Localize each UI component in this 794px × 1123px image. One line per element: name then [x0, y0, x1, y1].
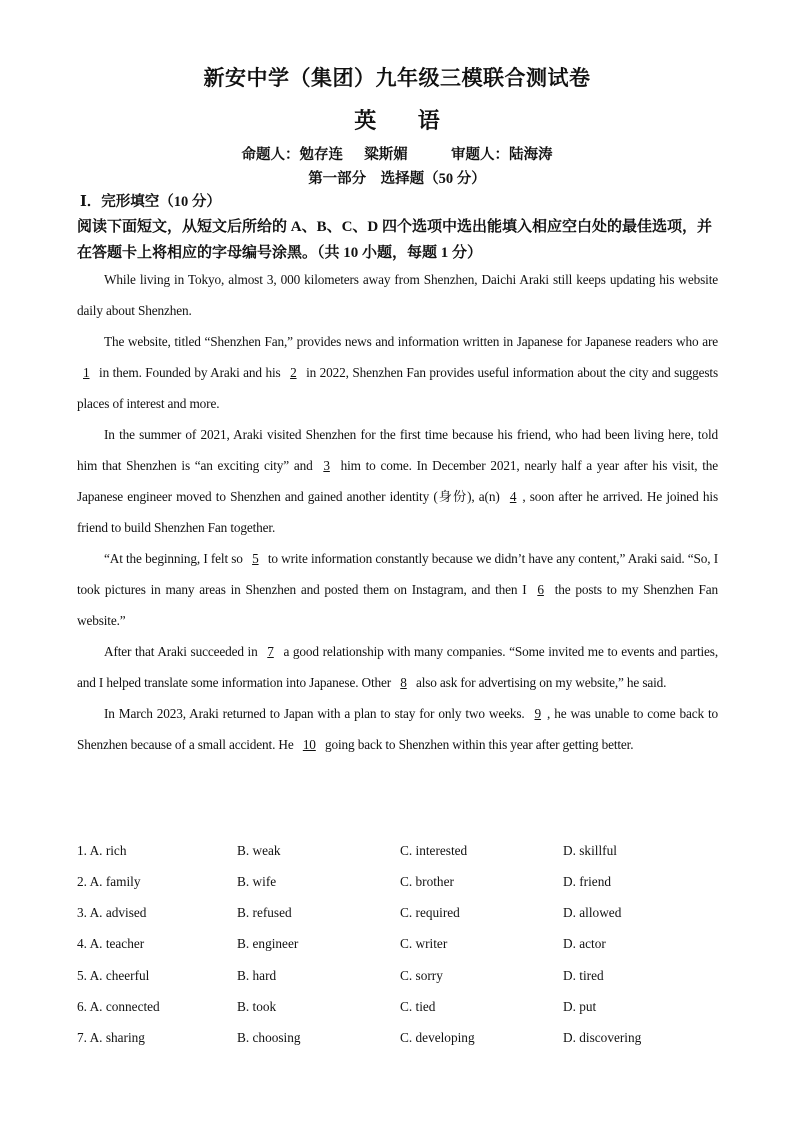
blank-7: 7: [267, 644, 274, 659]
paragraph-3: [77, 419, 718, 543]
option-b: B. engineer: [237, 936, 299, 951]
option-b: B. wife: [237, 874, 277, 889]
option-a: 1. A. rich: [77, 843, 127, 858]
option-a: 6. A. connected: [77, 999, 160, 1014]
option-row: [77, 874, 737, 894]
subject-title: 英 语: [354, 108, 458, 133]
section-heading: Ⅰ．完形填空（10 分）: [80, 194, 221, 210]
p2-text-b: in them. Founded by Araki and his: [95, 365, 285, 380]
option-d: D. put: [563, 999, 597, 1014]
option-d: D. discovering: [563, 1030, 642, 1045]
blank-5: 5: [252, 551, 259, 566]
p3-text-a: In the summer of 2021, Araki visited Shenzhen for the first time because his friend, who had been living here, told him that Shenzhen is “an exciting city” and: [77, 427, 718, 473]
blank-8: 8: [400, 675, 407, 690]
option-c: C. writer: [400, 936, 448, 951]
option-c: C. sorry: [400, 968, 443, 983]
option-d: D. allowed: [563, 905, 622, 920]
p3-text-b: him to come. In December 2021, nearly half a year after his visit, the Japanese engineer moved to Shenzhen and gained another identity (身份), a(n): [77, 458, 718, 504]
paragraph-1: [77, 264, 718, 326]
blank-4: 4: [509, 489, 517, 504]
p2-text-c: in 2022, Shenzhen Fan provides useful information about the city and suggests places of interest and more.: [77, 365, 718, 411]
option-d: D. friend: [563, 874, 611, 889]
option-row: [77, 999, 737, 1019]
option-row: [77, 905, 737, 925]
option-d: D. tired: [563, 968, 604, 983]
blank-1: 1: [83, 365, 90, 380]
option-c: C. brother: [400, 874, 454, 889]
p3-text-c: , soon after he arrived. He joined his friend to build Shenzhen Fan together.: [77, 489, 718, 535]
p2-text-a: The website, titled “Shenzhen Fan,” provides news and information written in Japanese for Japanese readers who are: [104, 334, 718, 349]
passage: [77, 264, 718, 760]
part-heading: 第一部分 选择题（50 分）: [308, 171, 486, 187]
p5-text-c: also ask for advertising on my website,” he said.: [412, 675, 667, 690]
exam-title: 新安中学（集团）九年级三模联合测试卷: [203, 66, 591, 90]
option-a: 4. A. teacher: [77, 936, 145, 951]
option-b: B. choosing: [237, 1030, 301, 1045]
p5-text-a: After that Araki succeeded in: [104, 644, 262, 659]
option-row: [77, 936, 737, 956]
paragraph-2: [77, 326, 718, 419]
p6-text-c: going back to Shenzhen within this year after getting better.: [321, 737, 634, 752]
blank-10: 10: [302, 737, 316, 752]
paragraph-6: [77, 698, 718, 760]
option-row: [77, 968, 737, 988]
option-c: C. tied: [400, 999, 436, 1014]
option-c: C. developing: [400, 1030, 475, 1045]
paragraph-4: [77, 543, 718, 636]
option-d: D. actor: [563, 936, 606, 951]
option-row: [77, 843, 737, 863]
p4-text-c: the posts to my Shenzhen Fan website.”: [77, 582, 718, 628]
p5-text-b: a good relationship with many companies. “Some invited me to events and parties, and I helped translate some information into Japanese. Other: [77, 644, 718, 690]
p4-text-a: “At the beginning, I felt so: [104, 551, 247, 566]
setter-second: 粱斯媚: [364, 147, 408, 163]
option-a: 5. A. cheerful: [77, 968, 150, 983]
section-instruction: 阅读下面短文，从短文后所给的 A、B、C、D 四个选项中选出能填入相应空白处的最佳选项，并在答题卡上将相应的字母编号涂黑。（共 10 小题，每题 1 分）: [77, 219, 713, 261]
option-b: B. weak: [237, 843, 281, 858]
option-c: C. interested: [400, 843, 468, 858]
p4-text-b: to write information constantly because we didn’t have any content,” Araki said. “So, I took pictures in many areas in Shenzhen and posted them on Instagram, and then I: [77, 551, 719, 597]
option-c: C. required: [400, 905, 460, 920]
option-b: B. took: [237, 999, 277, 1014]
option-b: B. refused: [237, 905, 292, 920]
p1-text: While living in Tokyo, almost 3, 000 kilometers away from Shenzhen, Daichi Araki still keeps updating his website daily about Shenzhen.: [77, 272, 718, 318]
option-d: D. skillful: [563, 843, 617, 858]
blank-9: 9: [534, 706, 542, 721]
option-row: [77, 1030, 737, 1050]
blank-2: 2: [290, 365, 297, 380]
blank-6: 6: [537, 582, 544, 597]
setter-label: 命题人：勉存连: [241, 147, 343, 163]
option-a: 7. A. sharing: [77, 1030, 145, 1045]
reviewer-label: 审题人：陆海涛: [451, 147, 553, 163]
paragraph-5: [77, 636, 718, 698]
option-b: B. hard: [237, 968, 277, 983]
option-a: 2. A. family: [77, 874, 141, 889]
p6-text-b: , he was unable to come back to Shenzhen because of a small accident. He: [77, 706, 718, 752]
p6-text-a: In March 2023, Araki returned to Japan with a plan to stay for only two weeks.: [104, 706, 529, 721]
option-a: 3. A. advised: [77, 905, 147, 920]
blank-3: 3: [323, 458, 330, 473]
authors-line: [0, 143, 794, 164]
